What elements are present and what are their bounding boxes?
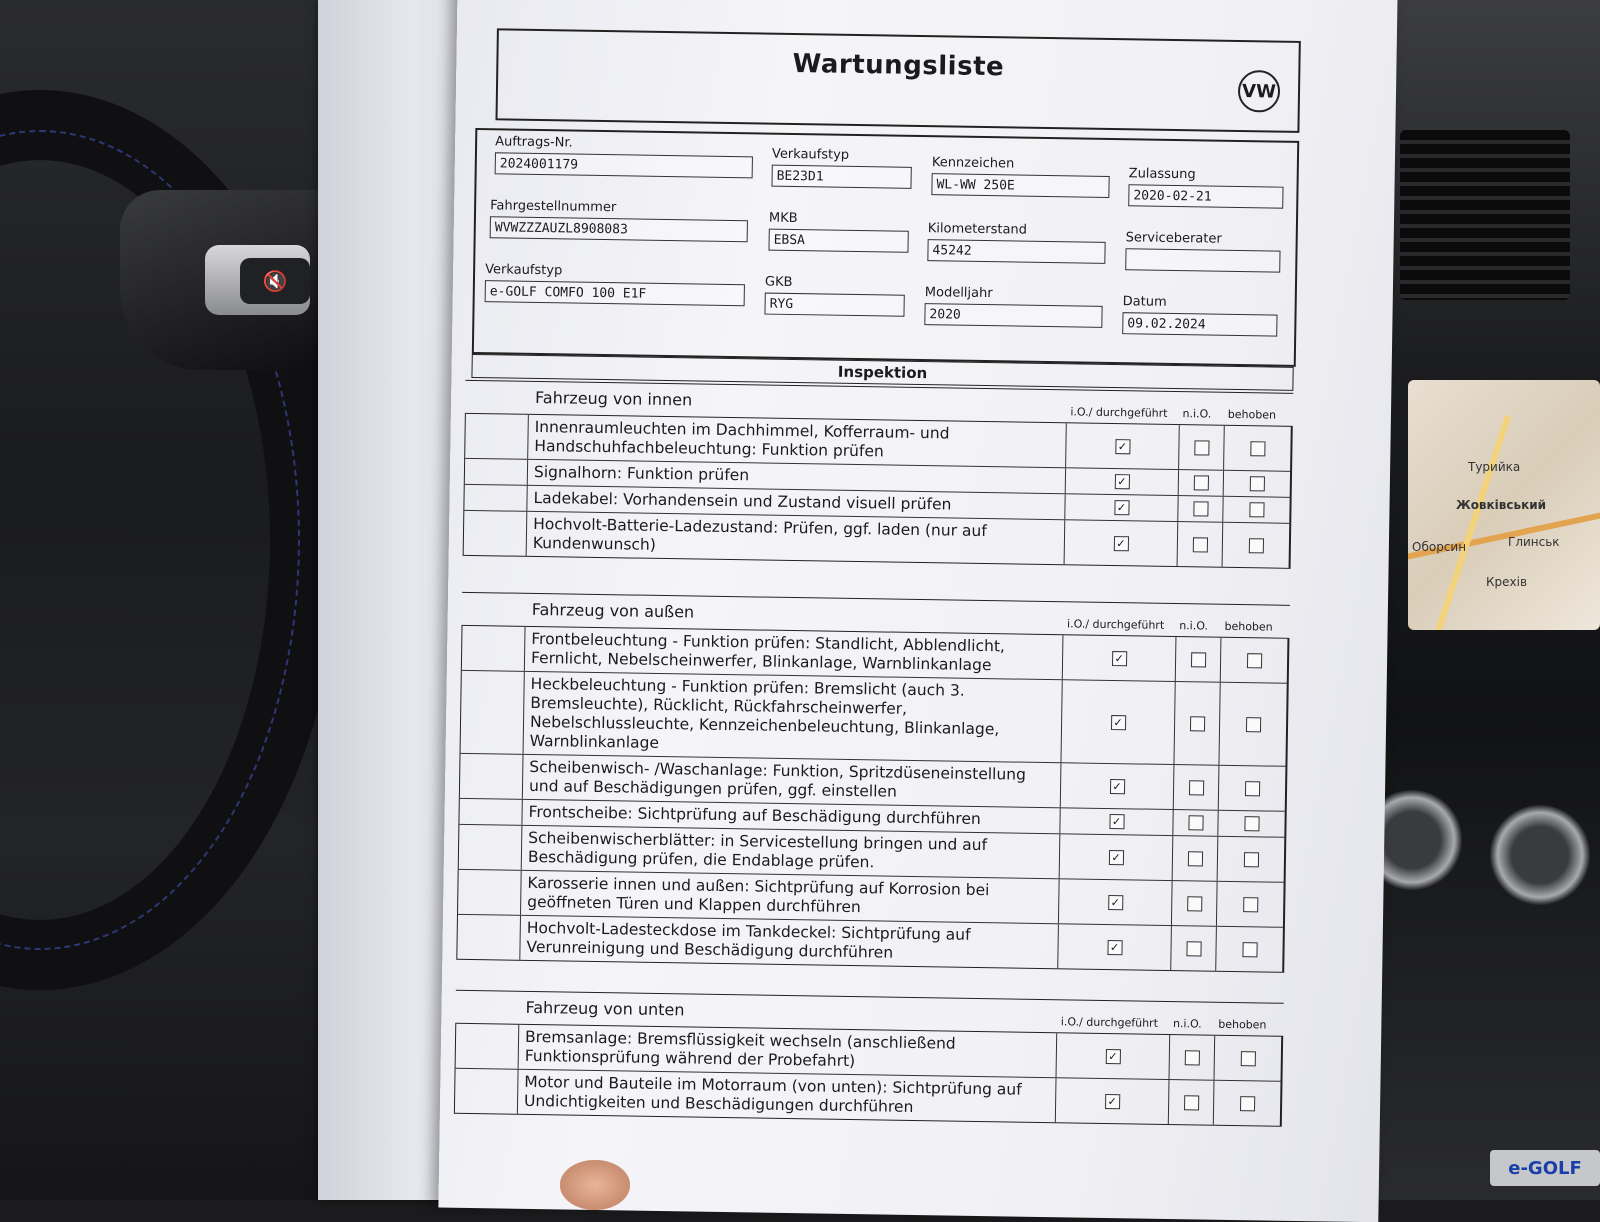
checkbox-io[interactable]: ✓ — [1114, 474, 1129, 489]
field-label: Modelljahr — [924, 285, 993, 302]
checkbox-nio[interactable] — [1194, 440, 1209, 455]
cell-io — [1061, 763, 1175, 809]
cell-io — [1063, 635, 1177, 681]
cell-io — [1065, 520, 1179, 566]
cell-nio — [1178, 522, 1224, 567]
map-label: Жовківський — [1456, 498, 1547, 512]
cell-nio — [1176, 637, 1222, 682]
checkbox-behoben[interactable] — [1248, 538, 1263, 553]
checkbox-nio[interactable] — [1184, 1095, 1199, 1110]
checklist-item-text: Bremsanlage: Bremsflüssigkeit wechseln (anschließend Funktionsprüfung während der Probefahrt) — [519, 1025, 1058, 1077]
cell-behoben — [1223, 523, 1290, 568]
checkbox-behoben[interactable] — [1244, 781, 1259, 796]
cell-behoben — [1221, 638, 1288, 683]
checklist-table — [454, 1023, 1283, 1127]
checkbox-nio[interactable] — [1184, 1050, 1199, 1065]
cell-nio — [1173, 810, 1218, 836]
field-kilometerstand — [927, 221, 1106, 264]
air-vent — [1400, 130, 1570, 300]
map-label: Турийка — [1468, 460, 1521, 474]
field-auftrags-nr — [495, 134, 754, 178]
cell-behoben — [1224, 471, 1290, 497]
field-kennzeichen — [931, 155, 1110, 198]
checkbox-behoben[interactable] — [1246, 653, 1261, 668]
column-header-behoben: behoben — [1227, 407, 1277, 422]
checklist-item-text: Innenraumleuchten im Dachhimmel, Kofferraum- und Handschuhfachbeleuchtung: Funktion prüfen — [528, 415, 1067, 467]
column-header-io: i.O./ durchgeführt — [1070, 405, 1168, 420]
checkbox-nio[interactable] — [1186, 941, 1201, 956]
field-value: WVWZZZAUZL8908083 — [490, 216, 748, 242]
row-margin — [464, 511, 528, 556]
cell-nio — [1171, 926, 1217, 971]
cell-nio — [1172, 881, 1218, 926]
cell-nio — [1170, 1035, 1216, 1080]
checkbox-io[interactable]: ✓ — [1110, 715, 1125, 730]
field-fahrgestellnummer — [490, 198, 749, 242]
inspektion-header: Inspektion — [471, 354, 1293, 391]
checklist-item-text: Frontscheibe: Sichtprüfung auf Beschädigung durchführen — [522, 800, 1060, 833]
cell-behoben — [1215, 1036, 1282, 1081]
checklist-table — [463, 413, 1293, 569]
field-value: RYG — [764, 293, 904, 317]
checkbox-io[interactable]: ✓ — [1109, 779, 1124, 794]
field-label: Datum — [1122, 294, 1167, 310]
field-value — [1125, 248, 1280, 272]
column-header-behoben: behoben — [1218, 1017, 1267, 1032]
checklist-item-text: Karosserie innen und außen: Sichtprüfung auf Korrosion bei geöffneten Türen und Klappen durchführen — [521, 871, 1060, 923]
checklist-table — [456, 625, 1289, 973]
checkbox-io[interactable]: ✓ — [1108, 895, 1123, 910]
checklist-item-text: Motor und Bauteile im Motorraum (von unten): Sichtprüfung auf Undichtigkeiten und Beschädigungen durchführen — [518, 1070, 1057, 1122]
field-value: e-GOLF COMFO 100 E1F — [485, 280, 745, 306]
field-value: 45242 — [927, 239, 1105, 264]
checkbox-behoben[interactable] — [1250, 441, 1265, 456]
checkbox-io[interactable]: ✓ — [1113, 536, 1128, 551]
checkbox-nio[interactable] — [1188, 780, 1203, 795]
cell-io — [1056, 1078, 1170, 1124]
egolf-badge: e-GOLF — [1490, 1150, 1600, 1186]
column-header-nio: n.i.O. — [1172, 1017, 1202, 1031]
checkbox-nio[interactable] — [1187, 851, 1202, 866]
row-margin — [465, 414, 529, 459]
cell-io — [1059, 879, 1173, 925]
checkbox-nio[interactable] — [1192, 537, 1207, 552]
map-label: Крехів — [1486, 575, 1528, 589]
checkbox-nio[interactable] — [1193, 501, 1208, 516]
cell-io — [1066, 423, 1180, 469]
checkbox-behoben[interactable] — [1240, 1096, 1255, 1111]
checkbox-io[interactable]: ✓ — [1105, 1049, 1120, 1064]
checklist-item-text: Frontbeleuchtung - Funktion prüfen: Standlicht, Abblendlicht, Fernlicht, Nebelscheinwerfer, Blinkanlage, Warnblinkanlage — [525, 627, 1064, 679]
checkbox-behoben[interactable] — [1249, 502, 1264, 517]
row-margin — [457, 915, 521, 960]
column-header-io: i.O./ durchgeführt — [1066, 617, 1165, 632]
row-margin — [464, 485, 527, 511]
mute-icon: 🔇 — [240, 258, 310, 304]
cell-nio — [1174, 682, 1220, 765]
cell-nio — [1173, 836, 1219, 881]
cell-io — [1060, 808, 1173, 835]
checklist-item-text: Scheibenwisch- /Waschanlage: Funktion, Spritzdüseneinstellung und auf Beschädigungen prüfen, ggf. einstellen — [523, 755, 1062, 807]
checkbox-nio[interactable] — [1187, 896, 1202, 911]
column-header-nio: n.i.O. — [1182, 407, 1212, 421]
cell-io — [1057, 1033, 1171, 1079]
field-mkb — [768, 211, 909, 253]
field-label: Zulassung — [1128, 166, 1196, 183]
field-verkaufstyp-code — [771, 147, 912, 189]
checkbox-behoben[interactable] — [1244, 816, 1259, 831]
cell-behoben — [1224, 426, 1291, 471]
cell-io — [1065, 494, 1178, 521]
checkbox-io[interactable]: ✓ — [1105, 1093, 1120, 1108]
row-margin — [459, 825, 523, 870]
row-margin — [460, 754, 524, 799]
cell-nio — [1179, 470, 1224, 496]
vw-logo-icon: VW — [1238, 70, 1281, 113]
checkbox-io[interactable]: ✓ — [1114, 500, 1129, 515]
field-label: Kennzeichen — [931, 155, 1015, 172]
row-margin — [462, 626, 526, 671]
cell-io — [1058, 924, 1172, 970]
checklist-item-text: Hochvolt-Batterie-Ladezustand: Prüfen, ggf. laden (nur auf Kundenwunsch) — [527, 512, 1066, 564]
field-value: BE23D1 — [771, 165, 911, 189]
cell-nio — [1169, 1080, 1215, 1125]
row-margin — [455, 1069, 519, 1114]
field-value: 09.02.2024 — [1122, 312, 1277, 336]
field-value: WL-WW 250E — [931, 173, 1109, 198]
title-box — [495, 28, 1300, 133]
cell-behoben — [1217, 882, 1284, 927]
checklist-item-text: Hochvolt-Ladesteckdose im Tankdeckel: Sichtprüfung auf Verunreinigung und Beschädigung durchführen — [520, 916, 1059, 968]
checkbox-io[interactable]: ✓ — [1115, 439, 1130, 454]
cell-behoben — [1218, 811, 1284, 837]
field-verkaufstyp-name — [485, 262, 746, 306]
field-label: Serviceberater — [1125, 230, 1222, 247]
cell-io — [1066, 468, 1179, 495]
field-value: EBSA — [768, 229, 908, 253]
maintenance-sheet — [438, 0, 1397, 1222]
section-title: Fahrzeug von außen — [462, 592, 1290, 638]
field-label: Verkaufstyp — [485, 262, 563, 279]
field-zulassung — [1128, 166, 1284, 208]
climate-knob-right[interactable] — [1490, 805, 1590, 905]
checkbox-behoben[interactable] — [1245, 717, 1260, 732]
cell-behoben — [1214, 1081, 1281, 1126]
field-datum — [1122, 294, 1278, 336]
row-margin — [461, 671, 525, 754]
checkbox-nio[interactable] — [1189, 716, 1204, 731]
checkbox-behoben[interactable] — [1243, 852, 1258, 867]
column-header-nio: n.i.O. — [1179, 619, 1209, 633]
row-margin — [459, 799, 522, 825]
field-label: Auftrags-Nr. — [495, 134, 573, 151]
field-gkb — [764, 275, 905, 317]
cell-behoben — [1223, 497, 1289, 523]
checkbox-io[interactable]: ✓ — [1109, 814, 1124, 829]
cell-nio — [1179, 425, 1225, 470]
checklist-item-text: Heckbeleuchtung - Funktion prüfen: Bremslicht (auch 3. Bremsleuchte), Rücklicht, Rückfahrscheinwerfer, Nebelschlussleuchte, Kennzeichenbeleuchtung, Blinkanlage, Warnblinkanlage — [524, 672, 1063, 762]
section-fahrzeug-von-unten — [454, 990, 1284, 1127]
field-label: Kilometerstand — [927, 221, 1028, 238]
field-modelljahr — [924, 285, 1103, 328]
field-serviceberater — [1125, 230, 1281, 272]
map-label: Оборсин — [1412, 540, 1467, 554]
cell-io — [1060, 834, 1174, 880]
cell-nio — [1178, 496, 1223, 522]
checkbox-nio[interactable] — [1193, 475, 1208, 490]
column-header-behoben: behoben — [1224, 619, 1273, 634]
column-header-io: i.O./ durchgeführt — [1060, 1015, 1159, 1030]
row-margin — [458, 870, 522, 915]
cell-behoben — [1216, 927, 1283, 972]
checkbox-behoben[interactable] — [1242, 942, 1257, 957]
field-value: 2020 — [924, 303, 1102, 328]
section-fahrzeug-von-innen — [463, 380, 1294, 569]
checkbox-behoben[interactable] — [1240, 1051, 1255, 1066]
row-margin — [456, 1024, 520, 1069]
document-title: Wartungsliste — [792, 48, 1005, 83]
field-label: MKB — [768, 210, 798, 227]
field-value: 2020-02-21 — [1128, 184, 1283, 208]
checklist-item-text: Scheibenwischerblätter: in Servicestellung bringen und auf Beschädigung prüfen, die Endablage prüfen. — [522, 826, 1061, 878]
section-title: Fahrzeug von innen — [465, 380, 1293, 426]
checkbox-behoben[interactable] — [1243, 897, 1258, 912]
checkbox-behoben[interactable] — [1249, 476, 1264, 491]
row-margin — [465, 459, 528, 485]
section-fahrzeug-von-aussen — [456, 592, 1290, 973]
cell-behoben — [1219, 683, 1286, 766]
checkbox-io[interactable]: ✓ — [1111, 651, 1126, 666]
navigation-map — [1408, 380, 1600, 630]
cell-nio — [1174, 765, 1220, 810]
checkbox-io[interactable]: ✓ — [1108, 850, 1123, 865]
cell-io — [1061, 680, 1175, 764]
checkbox-io[interactable]: ✓ — [1107, 940, 1122, 955]
field-label: Verkaufstyp — [771, 146, 850, 163]
section-title: Fahrzeug von unten — [455, 990, 1283, 1036]
cell-behoben — [1219, 766, 1286, 811]
vehicle-info-box — [472, 128, 1299, 367]
checklist-item-text: Ladekabel: Vorhandensein und Zustand visuell prüfen — [527, 486, 1065, 519]
field-label: Fahrgestellnummer — [490, 198, 617, 216]
field-label: GKB — [764, 274, 793, 290]
checklist-row — [461, 670, 1287, 766]
checkbox-nio[interactable] — [1188, 815, 1203, 830]
thumb — [560, 1160, 630, 1210]
checklist-item-text: Signalhorn: Funktion prüfen — [528, 460, 1066, 493]
cell-behoben — [1218, 837, 1285, 882]
map-label: Глинськ — [1508, 535, 1560, 549]
field-value: 2024001179 — [495, 152, 753, 178]
map-road — [1431, 415, 1511, 630]
checkbox-nio[interactable] — [1190, 652, 1205, 667]
